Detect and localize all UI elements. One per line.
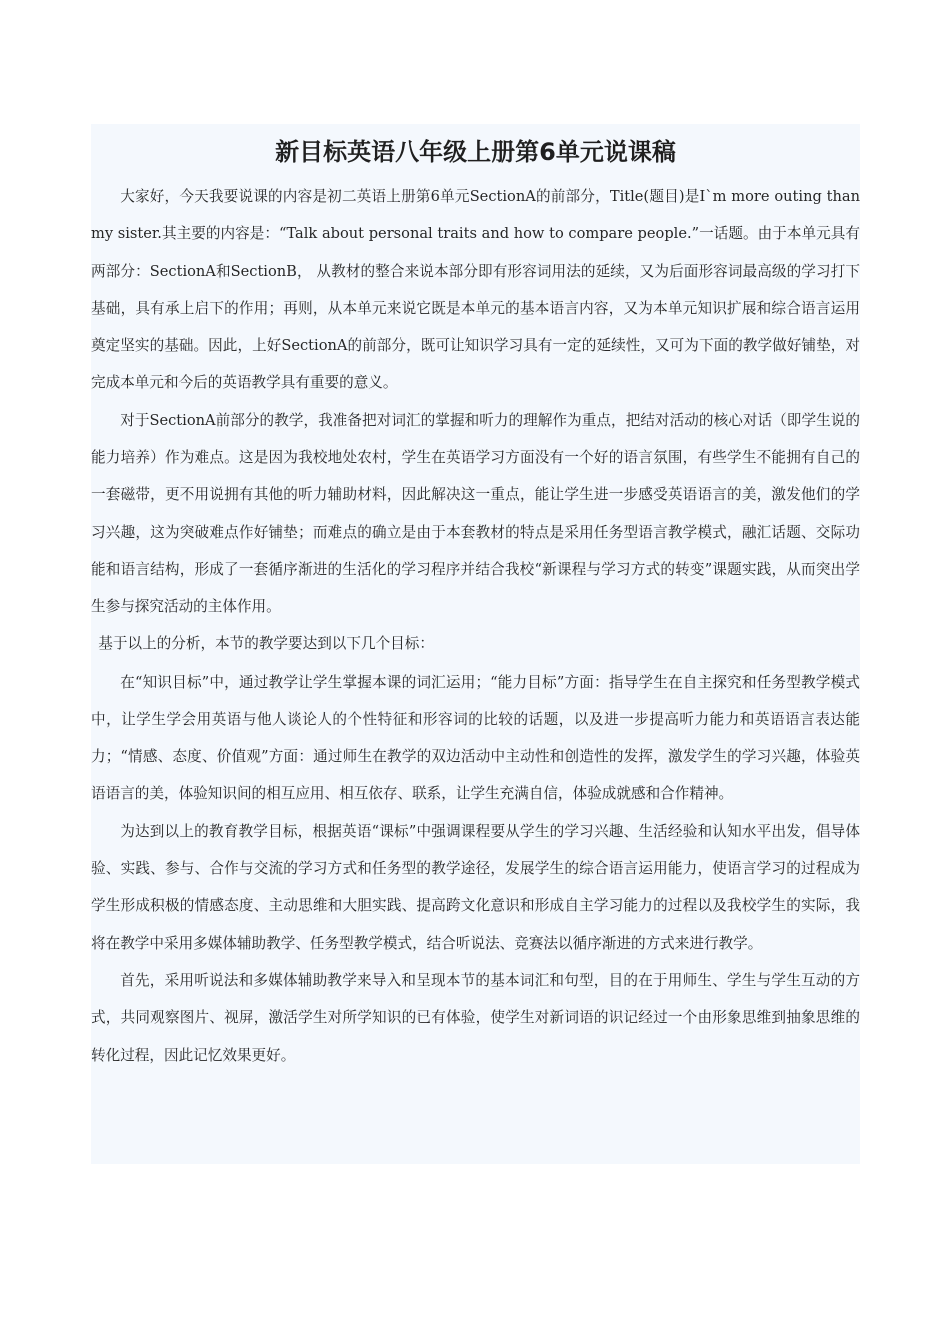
paragraph-first-step: 首先，采用听说法和多媒体辅助教学来导入和呈现本节的基本词汇和句型，目的在于用师生、学生与学生互动的方式，共同观察图片、视屏，激活学生对所学知识的已有体验，使学生对新词语的识记经过一个由形象思维到抽象思维的转化过程，因此记忆效果更好。 <box>91 971 860 1064</box>
paragraph-methods: 为达到以上的教育教学目标，根据英语“课标”中强调课程要从学生的学习兴趣、生活经验和认知水平出发，倡导体验、实践、参与、合作与交流的学习方式和任务型的教学途径，发展学生的综合语言运用能力，使语言学习的过程成为学生形成积极的情感态度、主动思维和大胆实践、提高跨文化意识和形成自主学习能力的过程以及我校学生的实际，我将在教学中采用多媒体辅助教学、任务型教学模式，结合听说法、竞赛法以循序渐进的方式来进行教学。 <box>91 822 860 952</box>
document-title: 新目标英语八年级上册第6单元说课稿 <box>275 138 676 166</box>
paragraph-intro: 大家好，今天我要说课的内容是初二英语上册第6单元SectionA的前部分，Title(题目)是I`m more outing than my sister.其主要的内容是：“Talk about personal traits and how to compare people.”一话题。由于本单元具有两部分：SectionA和SectionB， 从教材的整合来说本部分即有形容词用法的延续，又为后面形容词最高级的学习打下基础，具有承上启下的作用；再则，从本单元来说它既是本单元的基本语言内容，又为本单元知识扩展和综合语言运用奠定坚实的基础。因此，上好SectionA的前部分，既可让知识学习具有一定的延续性，又可为下面的教学做好铺垫，对完成本单元和今后的英语教学具有重要的意义。 <box>91 188 860 392</box>
paragraph-key-points: 对于SectionA前部分的教学，我准备把对词汇的掌握和听力的理解作为重点，把结对活动的核心对话（即学生说的能力培养）作为难点。这是因为我校地处农村，学生在英语学习方面没有一个好的语言氛围，有些学生不能拥有自己的一套磁带，更不用说拥有其他的听力辅助材料，因此解决这一重点，能让学生进一步感受英语语言的美，激发他们的学习兴趣，这为突破难点作好铺垫；而难点的确立是由于本套教材的特点是采用任务型语言教学模式，融汇话题、交际功能和语言结构，形成了一套循序渐进的生活化的学习程序并结合我校“新课程与学习方式的转变”课题实践，从而突出学生参与探究活动的主体作用。 <box>91 411 860 616</box>
paragraph-goals-lead: 基于以上的分析，本节的教学要达到以下几个目标： <box>98 634 434 652</box>
paragraph-goals: 在“知识目标”中，通过教学让学生掌握本课的词汇运用；“能力目标”方面：指导学生在自主探究和任务型教学模式中，让学生学会用英语与他人谈论人的个性特征和形容词的比较的话题，以及进一步提高听力能力和英语语言表达能力；“情感、态度、价值观”方面：通过师生在教学的双边活动中主动性和创造性的发挥，激发学生的学习兴趣，体验英语语言的美，体验知识间的相互应用、相互依存、联系，让学生充满自信，体验成就感和合作精神。 <box>91 673 860 803</box>
document-body <box>91 124 860 1164</box>
